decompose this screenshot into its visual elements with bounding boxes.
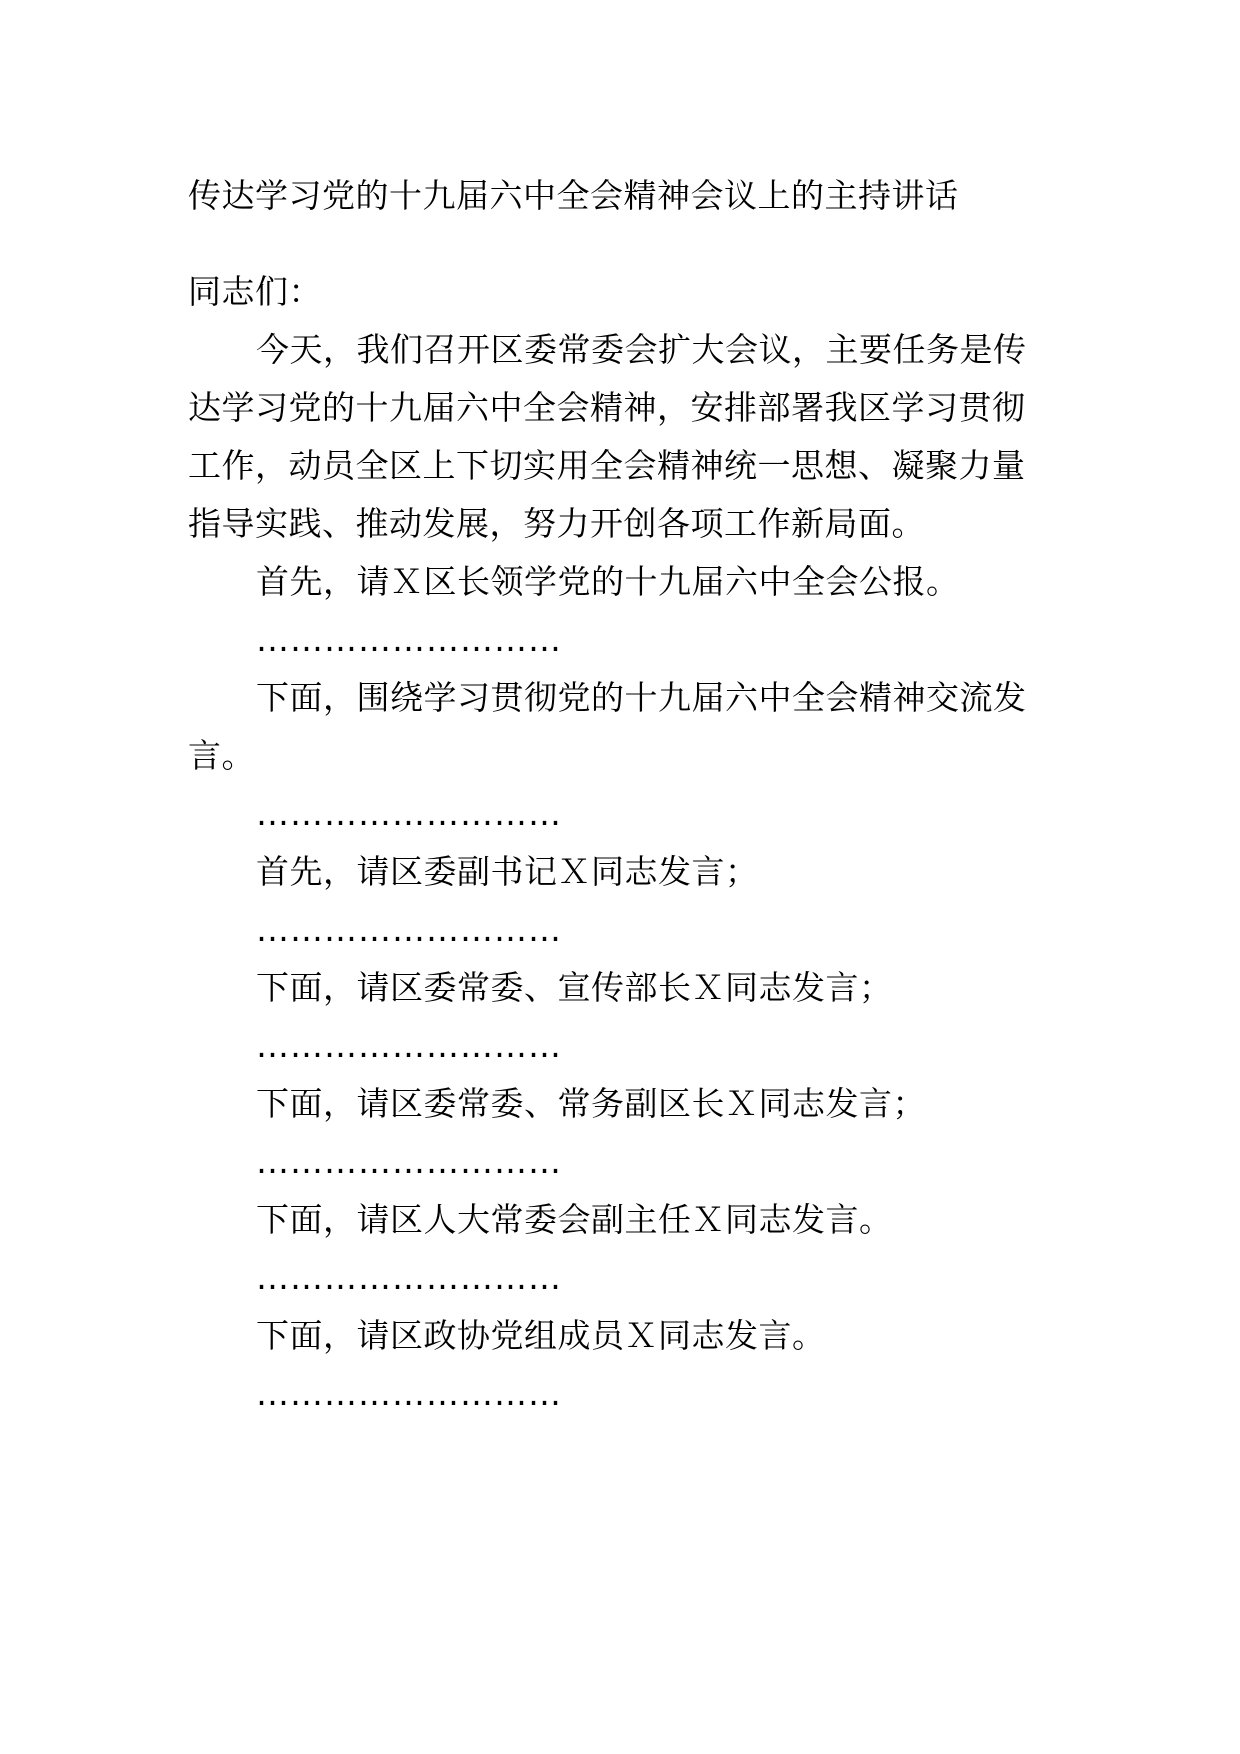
exchange-line-1: 下面，围绕学习贯彻党的十九届六中全会精神交流发 xyxy=(256,678,1027,717)
exchange-line-2: 言。 xyxy=(188,736,255,775)
ellipsis-line: ……………………… xyxy=(256,794,562,833)
ellipsis-line: ……………………… xyxy=(256,1374,562,1413)
intro-line-1: 今天，我们召开区委常委会扩大会议，主要任务是传 xyxy=(256,330,1027,369)
ellipsis-line: ……………………… xyxy=(256,620,562,659)
speaker-line: 下面，请区人大常委会副主任Ｘ同志发言。 xyxy=(256,1200,893,1239)
salutation: 同志们： xyxy=(188,272,322,311)
intro-line-3: 工作，动员全区上下切实用全会精神统一思想、凝聚力量 xyxy=(188,446,1026,485)
speaker-line: 首先，请区委副书记Ｘ同志发言； xyxy=(256,852,759,891)
ellipsis-line: ……………………… xyxy=(256,1258,562,1297)
intro-line-4: 指导实践、推动发展，努力开创各项工作新局面。 xyxy=(188,504,925,543)
document-title: 传达学习党的十九届六中全会精神会议上的主持讲话 xyxy=(188,176,959,215)
ellipsis-line: ……………………… xyxy=(256,1142,562,1181)
speaker-line: 下面，请区政协党组成员Ｘ同志发言。 xyxy=(256,1316,826,1355)
speaker-line: 下面，请区委常委、宣传部长Ｘ同志发言； xyxy=(256,968,893,1007)
item-communique-reading: 首先，请Ｘ区长领学党的十九届六中全会公报。 xyxy=(256,562,960,601)
intro-line-2: 达学习党的十九届六中全会精神，安排部署我区学习贯彻 xyxy=(188,388,1026,427)
speaker-line: 下面，请区委常委、常务副区长Ｘ同志发言； xyxy=(256,1084,926,1123)
ellipsis-line: ……………………… xyxy=(256,1026,562,1065)
ellipsis-line: ……………………… xyxy=(256,910,562,949)
